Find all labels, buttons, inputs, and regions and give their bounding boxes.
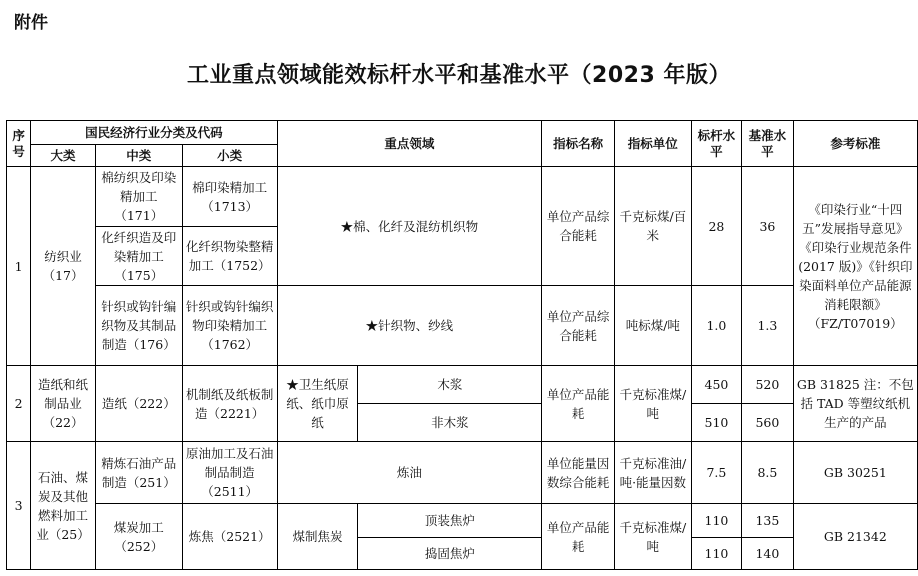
table-row <box>7 504 918 538</box>
row1-baseline-c: 1.3 <box>742 286 794 366</box>
row2-medium: 造纸（222） <box>95 366 182 442</box>
row1-seq: 1 <box>7 167 31 366</box>
header-reference: 参考标准 <box>793 121 917 167</box>
row2-benchmark-a: 450 <box>691 366 741 404</box>
table-row <box>7 366 918 404</box>
row3-major: 石油、煤炭及其他燃料加工业（25） <box>31 442 96 570</box>
row2-benchmark-b: 510 <box>691 404 741 442</box>
row3-indicator-a: 单位能量因数综合能耗 <box>542 442 615 504</box>
row3-field-b: 煤制焦炭 <box>277 504 358 570</box>
header-indicator: 指标名称 <box>542 121 615 167</box>
row2-major: 造纸和纸制品业（22） <box>31 366 96 442</box>
row3-baseline-a: 8.5 <box>742 442 794 504</box>
row3-benchmark-a: 7.5 <box>691 442 741 504</box>
row3-medium-b: 煤炭加工（252） <box>95 504 182 570</box>
row1-field-a: ★棉、化纤及混纺机织物 <box>277 167 542 286</box>
header-unit: 指标单位 <box>614 121 691 167</box>
energy-efficiency-table <box>6 120 918 570</box>
table-row <box>7 167 918 227</box>
table-header-row <box>7 121 918 145</box>
row2-baseline-b: 560 <box>742 404 794 442</box>
row3-reference-a: GB 30251 <box>793 442 917 504</box>
row2-unit: 千克标准煤/吨 <box>614 366 691 442</box>
row1-medium-a: 棉纺织及印染精加工（171） <box>95 167 182 227</box>
row3-seq: 3 <box>7 442 31 570</box>
row1-field-c: ★针织物、纱线 <box>277 286 542 366</box>
row3-minor-a: 原油加工及石油制品制造（2511） <box>182 442 277 504</box>
row1-indicator-c: 单位产品综合能耗 <box>542 286 615 366</box>
row3-benchmark-b2: 110 <box>691 538 741 570</box>
row1-reference: 《印染行业“十四五”发展指导意见》《印染行业规范条件(2017 版)》《针织印染面料单位产品能源消耗限额》（FZ/T07019） <box>793 167 917 366</box>
row3-baseline-b1: 135 <box>742 504 794 538</box>
row2-reference: GB 31825 注：不包括 TAD 等塑纹纸机生产的产品 <box>793 366 917 442</box>
row1-unit-c: 吨标煤/吨 <box>614 286 691 366</box>
row3-baseline-b2: 140 <box>742 538 794 570</box>
row3-reference-b: GB 21342 <box>793 504 917 570</box>
row2-sub-b: 非木浆 <box>358 404 542 442</box>
row3-field-a: 炼油 <box>277 442 542 504</box>
header-major: 大类 <box>31 145 96 167</box>
row3-medium-a: 精炼石油产品制造（251） <box>95 442 182 504</box>
header-key-field: 重点领域 <box>277 121 542 167</box>
header-seq: 序号 <box>7 121 31 167</box>
row1-baseline-a: 36 <box>742 167 794 286</box>
header-industry-class: 国民经济行业分类及代码 <box>31 121 277 145</box>
table-row <box>7 442 918 504</box>
header-baseline: 基准水平 <box>742 121 794 167</box>
appendix-label: 附件 <box>14 13 48 33</box>
row2-sub-a: 木浆 <box>358 366 542 404</box>
row1-medium-b: 化纤织造及印染精加工（175） <box>95 227 182 286</box>
row3-sub-b2: 捣固焦炉 <box>358 538 542 570</box>
row1-minor-a: 棉印染精加工（1713） <box>182 167 277 227</box>
header-medium: 中类 <box>95 145 182 167</box>
row1-benchmark-a: 28 <box>691 167 741 286</box>
row3-indicator-b: 单位产品能耗 <box>542 504 615 570</box>
row2-seq: 2 <box>7 366 31 442</box>
row1-unit-a: 千克标煤/百米 <box>614 167 691 286</box>
header-benchmark: 标杆水平 <box>691 121 741 167</box>
row1-benchmark-c: 1.0 <box>691 286 741 366</box>
row3-minor-b: 炼焦（2521） <box>182 504 277 570</box>
row1-minor-b: 化纤织物染整精加工（1752） <box>182 227 277 286</box>
row1-indicator-a: 单位产品综合能耗 <box>542 167 615 286</box>
document-title: 工业重点领域能效标杆水平和基准水平（2023 年版） <box>187 63 731 88</box>
header-minor: 小类 <box>182 145 277 167</box>
table-row <box>7 286 918 366</box>
row1-major: 纺织业（17） <box>31 167 96 366</box>
row2-baseline-a: 520 <box>742 366 794 404</box>
row2-field: ★卫生纸原纸、纸巾原纸 <box>277 366 358 442</box>
row1-minor-c: 针织或钩针编织物印染精加工（1762） <box>182 286 277 366</box>
row3-benchmark-b1: 110 <box>691 504 741 538</box>
row2-indicator: 单位产品能耗 <box>542 366 615 442</box>
row3-unit-b: 千克标准煤/吨 <box>614 504 691 570</box>
row3-sub-b1: 顶装焦炉 <box>358 504 542 538</box>
row3-unit-a: 千克标准油/吨·能量因数 <box>614 442 691 504</box>
row2-minor: 机制纸及纸板制造（2221） <box>182 366 277 442</box>
row1-medium-c: 针织或钩针编织物及其制品制造（176） <box>95 286 182 366</box>
